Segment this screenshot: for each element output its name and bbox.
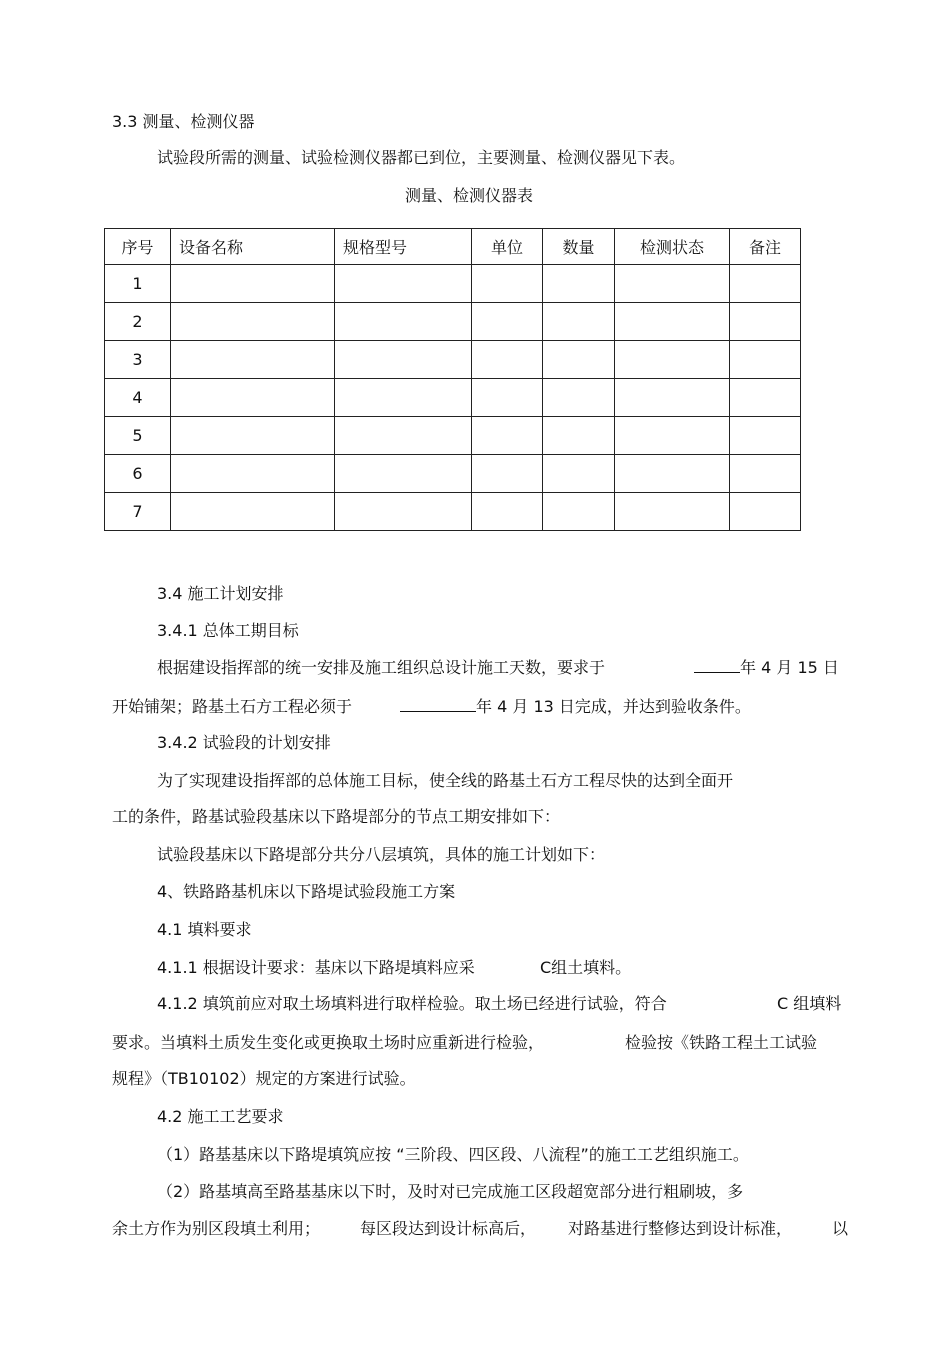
table-cell [730, 265, 801, 303]
table-cell [543, 303, 615, 341]
table-cell [615, 341, 730, 379]
table-cell [730, 303, 801, 341]
table-cell [335, 265, 472, 303]
table-cell [730, 341, 801, 379]
table-cell [335, 455, 472, 493]
table-cell [543, 455, 615, 493]
section-3-4-heading: 3.4 施工计划安排 [157, 584, 284, 603]
section-4-1-heading: 4.1 填料要求 [157, 920, 252, 939]
section-4-heading: 4、铁路路基机床以下路堤试验段施工方案 [157, 882, 456, 901]
section-4-2-heading: 4.2 施工工艺要求 [157, 1107, 284, 1126]
table-cell: 1 [105, 265, 171, 303]
table-cell [615, 493, 730, 531]
table-cell [472, 303, 543, 341]
text-run: 根据建设指挥部的统一安排及施工组织总设计施工天数，要求于 [157, 658, 606, 677]
table-cell: 2 [105, 303, 171, 341]
table-cell [615, 265, 730, 303]
paragraph-line [400, 697, 751, 717]
table-cell [543, 493, 615, 531]
table-caption: 测量、检测仪器表 [405, 186, 534, 205]
year-blank [694, 658, 740, 673]
col-header-name: 设备名称 [171, 229, 335, 265]
section-3-4-2-heading: 3.4.2 试验段的计划安排 [157, 733, 331, 752]
table-row [105, 379, 801, 417]
table-cell [730, 455, 801, 493]
table-cell [472, 341, 543, 379]
table-cell [171, 265, 335, 303]
table-cell [730, 417, 801, 455]
col-header-unit: 单位 [472, 229, 543, 265]
table-cell [730, 379, 801, 417]
table-cell [543, 265, 615, 303]
paragraph-line: 余土方作为别区段填土利用； [112, 1219, 321, 1238]
table-cell [472, 417, 543, 455]
col-header-qty: 数量 [543, 229, 615, 265]
paragraph-line: 每区段达到设计标高后， [360, 1219, 537, 1238]
table-cell [171, 303, 335, 341]
table-cell [543, 341, 615, 379]
col-header-seq: 序号 [105, 229, 171, 265]
table-row [105, 265, 801, 303]
table-row [105, 455, 801, 493]
paragraph-line: 以 [832, 1219, 849, 1238]
table-cell [335, 493, 472, 531]
table-cell [171, 417, 335, 455]
table-cell [472, 455, 543, 493]
paragraph-line: 对路基进行整修达到设计标准， [568, 1219, 793, 1238]
table-row [105, 493, 801, 531]
table-cell [472, 265, 543, 303]
paragraph-line: 试验段基床以下路堤部分共分八层填筑，具体的施工计划如下： [157, 845, 606, 864]
paragraph-line: C组土填料。 [540, 958, 632, 977]
table-cell [171, 379, 335, 417]
table-row [105, 417, 801, 455]
table-cell: 5 [105, 417, 171, 455]
paragraph-line: 规程》（TB10102）规定的方案进行试验。 [112, 1069, 416, 1088]
paragraph-line: （1）路基基床以下路堤填筑应按 “三阶段、四区段、八流程”的施工工艺组织施工。 [157, 1145, 749, 1164]
paragraph-line: 检验按《铁路工程土工试验 [625, 1033, 818, 1052]
table-cell: 3 [105, 341, 171, 379]
table-header-row [105, 229, 801, 265]
table-row [105, 303, 801, 341]
table-cell [472, 379, 543, 417]
paragraph-line [694, 658, 839, 678]
table-cell [615, 455, 730, 493]
table-cell [543, 379, 615, 417]
text-run: 年 4 月 13 日完成，并达到验收条件。 [476, 697, 751, 716]
paragraph-line: 要求。当填料土质发生变化或更换取土场时应重新进行检验， [112, 1033, 545, 1052]
table-cell [615, 379, 730, 417]
paragraph-line: 4.1.2 填筑前应对取土场填料进行取样检验。取土场已经进行试验，符合 [157, 994, 667, 1013]
paragraph-line: C 组填料 [777, 994, 842, 1013]
table-row [105, 341, 801, 379]
col-header-status: 检测状态 [615, 229, 730, 265]
paragraph-line [112, 697, 352, 717]
section-3-3-intro: 试验段所需的测量、试验检测仪器都已到位，主要测量、检测仪器见下表。 [157, 148, 686, 167]
paragraph-line: 4.1.1 根据设计要求：基床以下路堤填料应采 [157, 958, 475, 977]
table-cell: 4 [105, 379, 171, 417]
table-cell [171, 455, 335, 493]
col-header-spec: 规格型号 [335, 229, 472, 265]
text-run: 开始铺架；路基土石方工程必须于 [112, 697, 353, 716]
table-cell [543, 417, 615, 455]
table-cell [335, 417, 472, 455]
table-cell: 7 [105, 493, 171, 531]
paragraph-line [157, 658, 605, 678]
table-cell [615, 303, 730, 341]
table-cell [335, 341, 472, 379]
paragraph-line: 工的条件，路基试验段基床以下路堤部分的节点工期安排如下： [112, 807, 561, 826]
col-header-note: 备注 [730, 229, 801, 265]
table-cell [730, 493, 801, 531]
table-cell: 6 [105, 455, 171, 493]
paragraph-line: （2）路基填高至路基基床以下时，及时对已完成施工区段超宽部分进行粗刷坡，多 [157, 1182, 744, 1201]
year-blank [400, 697, 476, 712]
table-cell [335, 379, 472, 417]
section-3-4-1-heading: 3.4.1 总体工期目标 [157, 621, 299, 640]
paragraph-line: 为了实现建设指挥部的总体施工目标，使全线的路基土石方工程尽快的达到全面开 [157, 771, 734, 790]
text-run: 年 4 月 15 日 [740, 658, 839, 677]
table-cell [472, 493, 543, 531]
instrument-table [104, 228, 801, 531]
table-cell [171, 493, 335, 531]
table-cell [335, 303, 472, 341]
table-cell [615, 417, 730, 455]
section-3-3-heading: 3.3 测量、检测仪器 [112, 112, 255, 131]
table-cell [171, 341, 335, 379]
